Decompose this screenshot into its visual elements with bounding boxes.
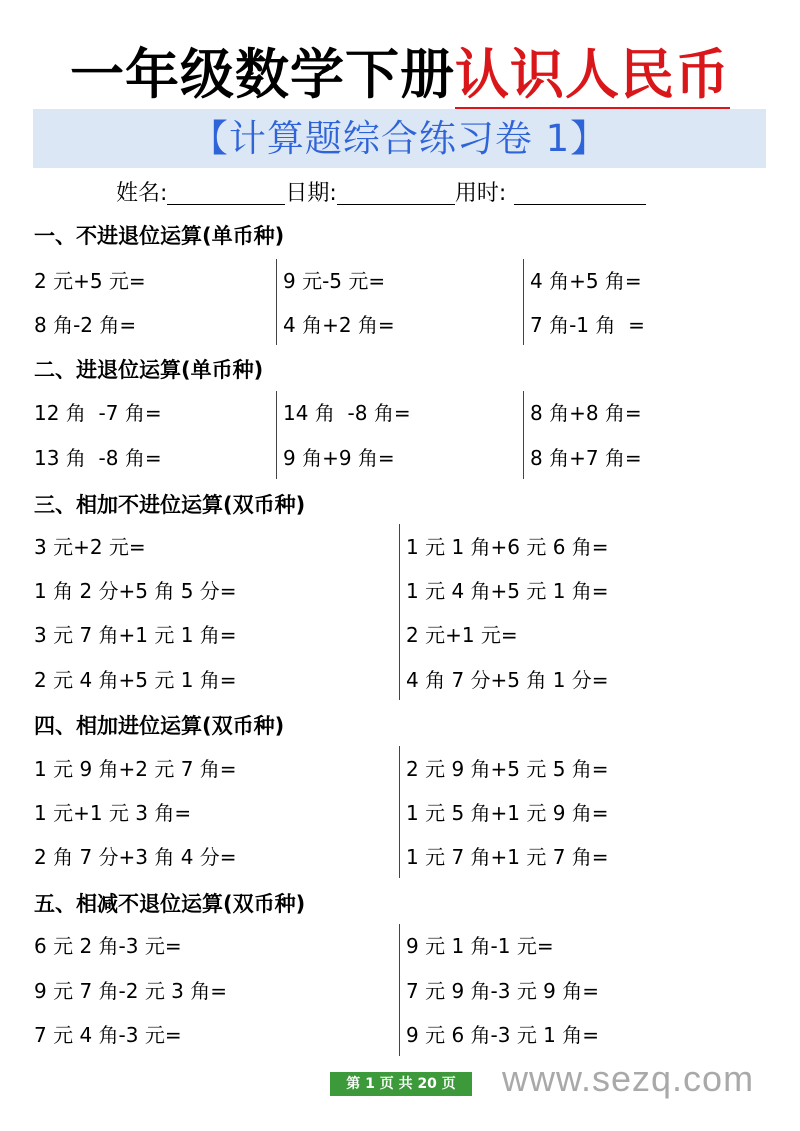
section-4-heading: 四、相加进位运算(双币种) [34, 714, 285, 738]
problem: 7 角-1 角 = [530, 313, 645, 337]
problem: 4 角 7 分+5 角 1 分= [406, 668, 609, 692]
problem: 13 角 -8 角= [34, 446, 162, 470]
problem: 2 元+1 元= [406, 623, 518, 647]
problem: 9 元 7 角-2 元 3 角= [34, 979, 228, 1003]
problem: 9 元 1 角-1 元= [406, 934, 554, 958]
problem: 2 元 9 角+5 元 5 角= [406, 757, 609, 781]
title-highlight: 认识人民币 [455, 43, 730, 110]
column-divider [399, 746, 400, 878]
date-blank[interactable] [337, 182, 455, 205]
time-label: 用时: [454, 181, 507, 206]
name-label: 姓名: [116, 181, 168, 206]
section-2-heading: 二、进退位运算(单币种) [34, 358, 264, 382]
problem: 6 元 2 角-3 元= [34, 934, 182, 958]
problem: 2 元 4 角+5 元 1 角= [34, 668, 237, 692]
problem: 1 元 4 角+5 元 1 角= [406, 579, 609, 603]
section-1-heading: 一、不进退位运算(单币种) [34, 224, 285, 248]
time-blank[interactable] [514, 182, 646, 205]
worksheet-subtitle: 【计算题综合练习卷 1】 [190, 117, 609, 160]
student-info-row [116, 178, 646, 210]
problem: 14 角 -8 角= [283, 401, 411, 425]
problem: 1 元+1 元 3 角= [34, 801, 192, 825]
worksheet-title [0, 40, 800, 110]
problem: 4 角+5 角= [530, 269, 642, 293]
problem: 3 元 7 角+1 元 1 角= [34, 623, 237, 647]
problem: 8 角+8 角= [530, 401, 642, 425]
section-3-heading: 三、相加不进位运算(双币种) [34, 493, 306, 517]
name-blank[interactable] [167, 182, 285, 205]
problem: 1 元 9 角+2 元 7 角= [34, 757, 237, 781]
problem: 7 元 9 角-3 元 9 角= [406, 979, 600, 1003]
column-divider [276, 259, 277, 345]
problem: 2 角 7 分+3 角 4 分= [34, 845, 237, 869]
column-divider [276, 391, 277, 479]
problem: 9 角+9 角= [283, 446, 395, 470]
problem: 1 元 5 角+1 元 9 角= [406, 801, 609, 825]
problem: 9 元-5 元= [283, 269, 386, 293]
problem: 8 角-2 角= [34, 313, 137, 337]
problem: 9 元 6 角-3 元 1 角= [406, 1023, 600, 1047]
problem: 1 角 2 分+5 角 5 分= [34, 579, 237, 603]
section-5-heading: 五、相减不退位运算(双币种) [34, 892, 306, 916]
column-divider [523, 259, 524, 345]
column-divider [523, 391, 524, 479]
problem: 7 元 4 角-3 元= [34, 1023, 182, 1047]
problem: 4 角+2 角= [283, 313, 395, 337]
column-divider [399, 924, 400, 1056]
date-label: 日期: [285, 181, 337, 206]
problem: 1 元 7 角+1 元 7 角= [406, 845, 609, 869]
column-divider [399, 524, 400, 700]
site-watermark: www.sezq.com [502, 1058, 755, 1099]
problem: 8 角+7 角= [530, 446, 642, 470]
problem: 3 元+2 元= [34, 535, 146, 559]
problem: 2 元+5 元= [34, 269, 146, 293]
title-main: 一年级数学下册 [70, 43, 455, 106]
page-number-badge: 第 1 页 共 20 页 [330, 1072, 472, 1096]
problem: 12 角 -7 角= [34, 401, 162, 425]
problem: 1 元 1 角+6 元 6 角= [406, 535, 609, 559]
